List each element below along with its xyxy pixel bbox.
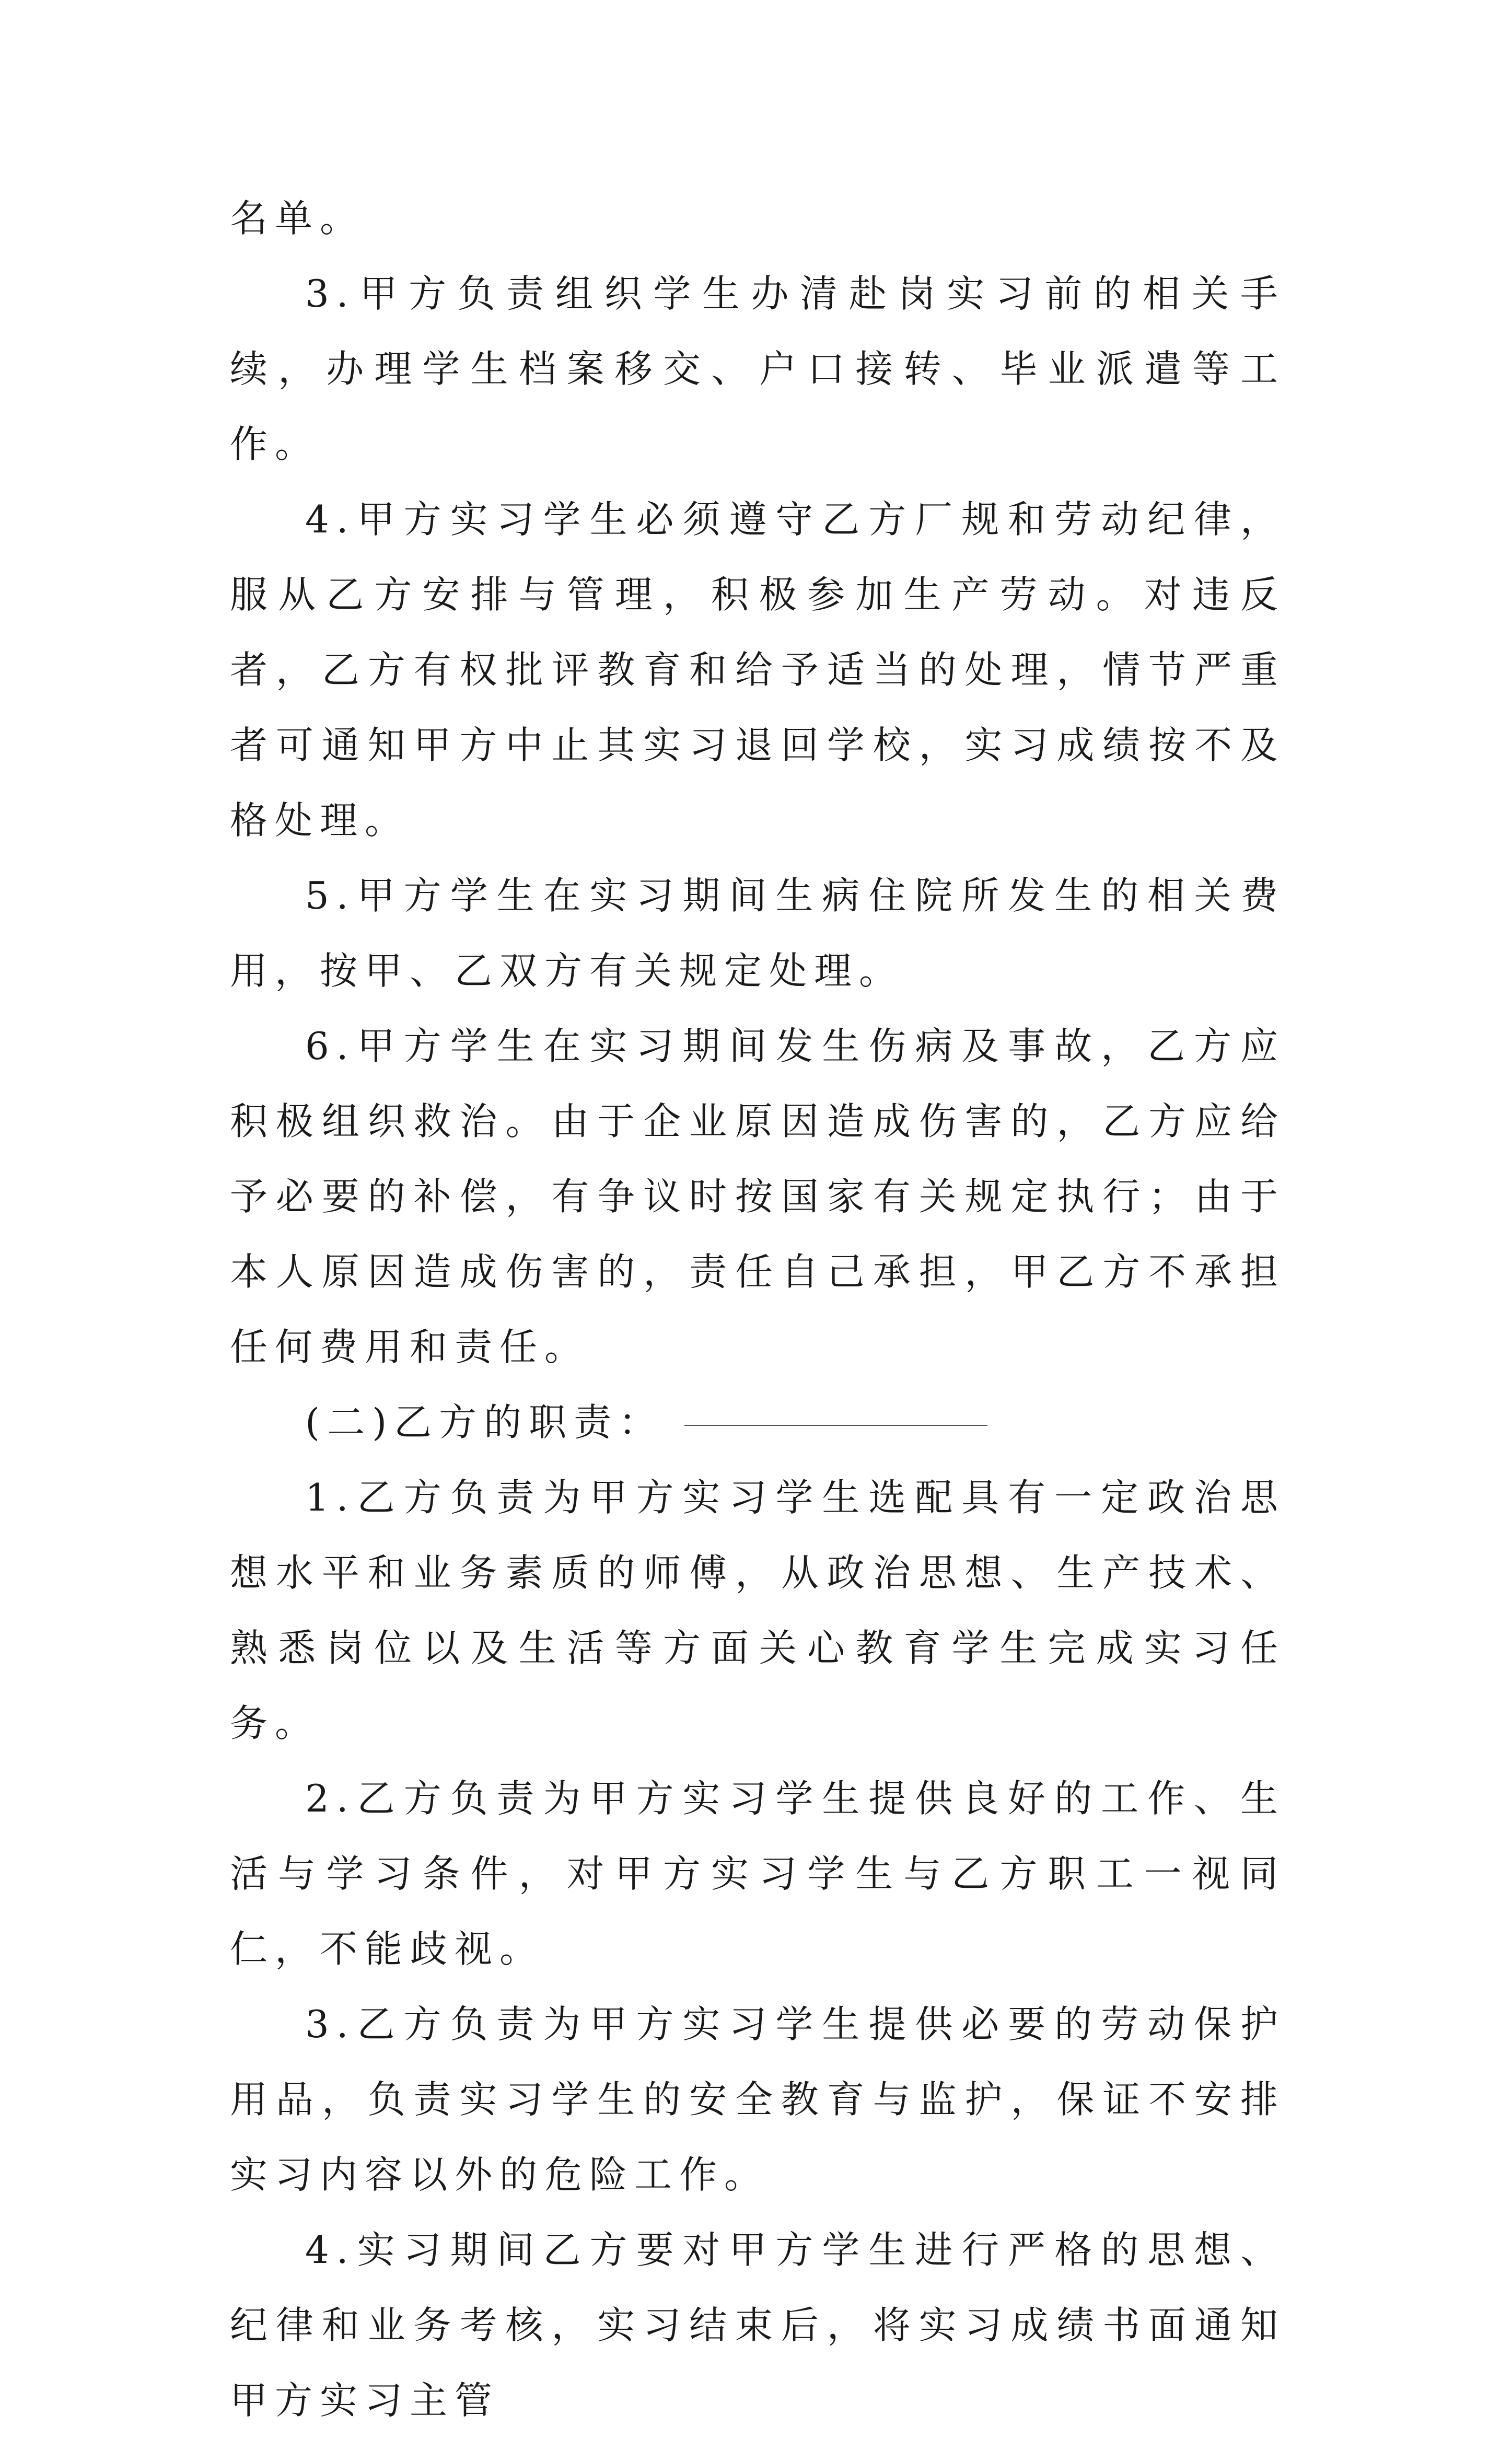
paragraph-duty-3: 3.乙方负责为甲方实习学生提供必要的劳动保护用品，负责实习学生的安全教育与监护，保证不安排实习内容以外的危险工作。 (230, 2002, 1285, 2197)
document-body (230, 181, 1285, 2438)
section-heading-line (230, 1385, 1285, 1460)
paragraph-item-3: 3.甲方负责组织学生办清赴岗实习前的相关手续，办理学生档案移交、户口接转、毕业派遣等工作。 (230, 272, 1285, 466)
paragraph-item-5: 5.甲方学生在实习期间生病住院所发生的相关费用，按甲、乙双方有关规定处理。 (230, 874, 1285, 993)
paragraph-duty-4: 4.实习期间乙方要对甲方学生进行严格的思想、纪律和业务考核，实习结束后，将实习成绩书面通知甲方实习主管 (230, 2228, 1285, 2422)
paragraph-item-4: 4.甲方实习学生必须遵守乙方厂规和劳动纪律，服从乙方安排与管理，积极参加生产劳动。对违反者，乙方有权批评教育和给予适当的处理，情节严重者可通知甲方中止其实习退回学校，实习成绩按不及格处理。 (230, 497, 1285, 842)
paragraph-duty-1: 1.乙方负责为甲方实习学生选配具有一定政治思想水平和业务素质的师傅，从政治思想、生产技术、熟悉岗位以及生活等方面关心教育学生完成实习任务。 (230, 1476, 1285, 1745)
paragraph-item-6: 6.甲方学生在实习期间发生伤病及事故，乙方应积极组织救治。由于企业原因造成伤害的，乙方应给予必要的补偿，有争议时按国家有关规定执行；由于本人原因造成伤害的，责任自己承担，甲乙方不承担任何费用和责任。 (230, 1024, 1285, 1369)
section-heading: (二)乙方的职责： (305, 1400, 664, 1444)
paragraph-continuation: 名单。 (230, 196, 365, 240)
fill-in-blank-line (684, 1425, 987, 1426)
paragraph-duty-2: 2.乙方负责为甲方实习学生提供良好的工作、生活与学习条件，对甲方实习学生与乙方职工一视同仁，不能歧视。 (230, 1777, 1285, 1971)
